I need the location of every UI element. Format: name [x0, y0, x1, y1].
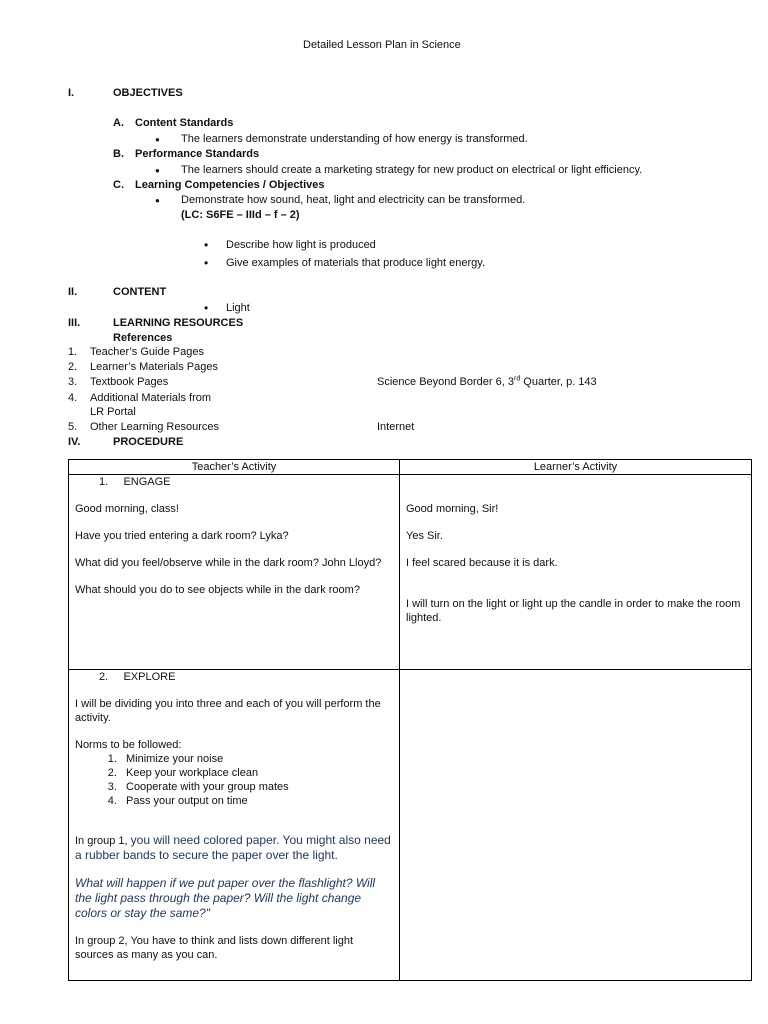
guide-question: What will happen if we put paper over the flashlight? Will the light pass through the paper? Will the light change colors or stay the same?": [75, 876, 376, 920]
section-number-resources: III.: [68, 317, 81, 329]
explore-teacher-cell: [69, 670, 400, 981]
resource-number: 4.: [68, 392, 78, 404]
objective-a-letter: A.: [113, 117, 124, 129]
explore-step-label: 2. EXPLORE: [99, 671, 176, 683]
resource-number: 3.: [68, 376, 78, 388]
section-number-objectives: I.: [68, 87, 75, 99]
norm-item: 2. Keep your workplace clean: [120, 766, 393, 780]
resource-label: Additional Materials from: [90, 392, 212, 404]
content-standards-item: ● The learners demonstrate understanding of how energy is transformed.: [181, 133, 528, 145]
norm-item: 1. Minimize your noise: [120, 752, 393, 766]
content-standards-heading: Content Standards: [135, 117, 234, 129]
explore-intro: I will be dividing you into three and each of you will perform the activity.: [75, 698, 381, 724]
engage-step-label: 1. ENGAGE: [99, 476, 171, 488]
section-heading-resources: LEARNING RESOURCES: [113, 317, 244, 329]
norms-list: [75, 752, 393, 808]
performance-standards-item: ● The learners should create a marketing strategy for new product on electrical or light efficiency.: [181, 164, 642, 176]
resource-label: Textbook Pages: [90, 376, 169, 388]
group2-instruction: In group 2, You have to think and lists down different light sources as many as you can.: [75, 935, 354, 961]
resource-number: 5.: [68, 421, 78, 433]
objective-c-letter: C.: [113, 179, 124, 191]
norm-item: 4. Pass your output on time: [120, 794, 393, 808]
engage-learner-cell: [400, 475, 752, 670]
resource-label: Learner’s Materials Pages: [90, 361, 218, 373]
teacher-line: Good morning, class!: [75, 503, 179, 515]
teacher-line: Have you tried entering a dark room? Lyka?: [75, 530, 289, 542]
learner-line: Yes Sir.: [406, 530, 443, 542]
learning-competency-code: (LC: S6FE – IIId – f – 2): [181, 209, 300, 221]
other-resource-value: Internet: [377, 421, 415, 433]
references-heading: References: [113, 332, 173, 344]
performance-standards-heading: Performance Standards: [135, 148, 260, 160]
teacher-activity-header: Teacher’s Activity: [69, 460, 400, 475]
resource-number: 1.: [68, 346, 78, 358]
objective-sub-item: • Describe how light is produced: [226, 239, 376, 251]
learning-competency-item: ● Demonstrate how sound, heat, light and electricity can be transformed.: [181, 194, 525, 206]
section-number-content: II.: [68, 286, 78, 298]
section-heading-objectives: OBJECTIVES: [113, 87, 183, 99]
norms-label: Norms to be followed:: [75, 739, 182, 751]
resource-label: Teacher’s Guide Pages: [90, 346, 204, 358]
resource-number: 2.: [68, 361, 78, 373]
learner-line: I will turn on the light or light up the candle in order to make the room lighted.: [406, 598, 741, 624]
objective-b-letter: B.: [113, 148, 124, 160]
section-heading-content: CONTENT: [113, 286, 167, 298]
learner-line: Good morning, Sir!: [406, 503, 499, 515]
engage-teacher-cell: [69, 475, 400, 670]
procedure-table: [68, 459, 752, 981]
resource-label: LR Portal: [90, 406, 136, 418]
content-item: • Light: [226, 302, 250, 314]
learner-activity-header: Learner’s Activity: [400, 460, 752, 475]
section-heading-procedure: PROCEDURE: [113, 436, 184, 448]
learning-competencies-heading: Learning Competencies / Objectives: [135, 179, 325, 191]
teacher-line: What should you do to see objects while in the dark room?: [75, 584, 360, 596]
objective-sub-item: • Give examples of materials that produce light energy.: [226, 257, 485, 269]
resource-label: Other Learning Resources: [90, 421, 220, 433]
document-title: Detailed Lesson Plan in Science: [303, 39, 461, 51]
textbook-reference: Science Beyond Border 6, 3rd Quarter, p. 143: [377, 375, 597, 388]
group1-instruction: In group 1, you will need colored paper. You might also need a rubber bands to secure the paper over the light.: [75, 833, 391, 862]
section-number-procedure: IV.: [68, 436, 81, 448]
learner-line: I feel scared because it is dark.: [406, 557, 558, 569]
teacher-line: What did you feel/observe while in the dark room? John Lloyd?: [75, 557, 382, 569]
norm-item: 3. Cooperate with your group mates: [120, 780, 393, 794]
explore-learner-cell: [400, 670, 752, 981]
